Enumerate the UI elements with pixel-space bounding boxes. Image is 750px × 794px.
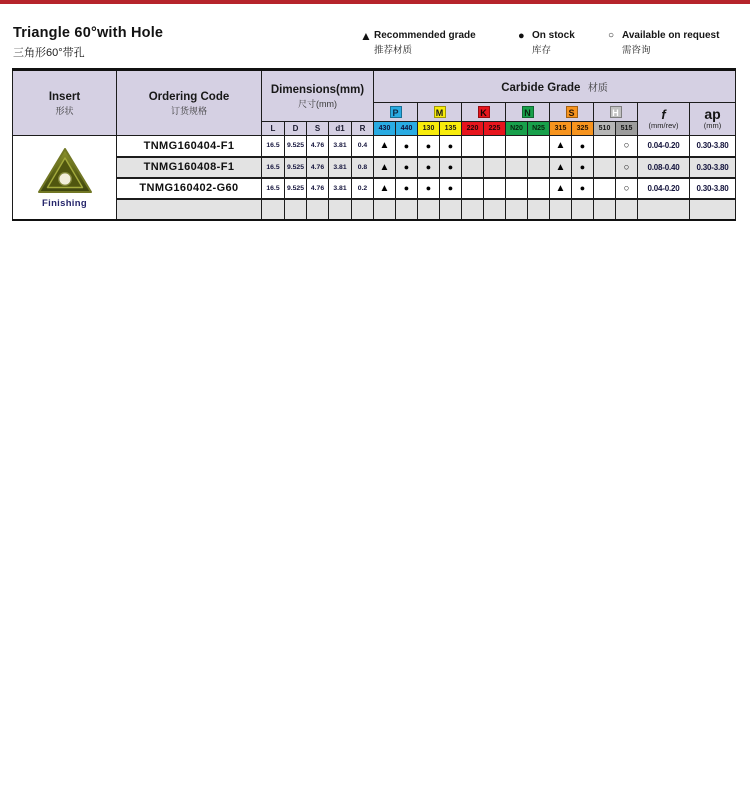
product-table-wrap (12, 68, 736, 221)
grade-mark-cell (528, 199, 550, 220)
feed-value-cell: 0.04-0.20 (638, 178, 690, 199)
table-row (13, 199, 736, 220)
col-header-dimensions (262, 70, 374, 122)
dimension-cell-L (262, 199, 285, 220)
grade-mark-cell (484, 136, 506, 157)
grade-col-header-135: 135 (440, 122, 462, 136)
dimension-cell-R: 0.8 (352, 157, 374, 178)
grade-mark-cell (484, 157, 506, 178)
insert-finishing-label: Finishing (42, 197, 87, 209)
page-subtitle: 三角形60°带孔 (13, 47, 85, 59)
grade-letter-box-M: M (434, 106, 446, 118)
grade-col-header-430: 430 (374, 122, 396, 136)
ordering-code-cell (117, 199, 262, 220)
grade-mark-cell: ● (396, 157, 418, 178)
legend-recommended (360, 30, 476, 56)
grade-mark-cell (528, 157, 550, 178)
feed-value-cell: 0.04-0.20 (638, 136, 690, 157)
col-header-ordering-code (117, 70, 262, 136)
legend-on-stock (518, 30, 575, 56)
grade-mark-cell: ● (572, 136, 594, 157)
grade-mark-cell (374, 199, 396, 220)
ordering-header-en: Ordering Code (148, 90, 230, 103)
grade-mark-cell (462, 178, 484, 199)
grade-mark-cell (616, 199, 638, 220)
insert-image-wrap (13, 146, 116, 209)
top-accent-bar (0, 0, 750, 4)
grade-mark-cell: ● (572, 178, 594, 199)
grade-letter-box-H: H (610, 106, 622, 118)
grade-letter-box-K: K (478, 106, 490, 118)
legend-recommended-label-zh: 推荐材质 (374, 45, 413, 56)
recommended-triangle-icon: ▲ (360, 29, 372, 43)
grade-letter-cell-S (550, 103, 594, 122)
dimension-cell-R (352, 199, 374, 220)
col-header-depth (690, 103, 736, 136)
grade-mark-cell: ● (418, 157, 440, 178)
dimension-cell-D: 9.525 (285, 136, 307, 157)
page-title: Triangle 60°with Hole (13, 25, 164, 41)
ordering-code-cell: TNMG160402-G60 (117, 178, 262, 199)
grade-letter-box-P: P (390, 106, 402, 118)
ordering-code-cell: TNMG160404-F1 (117, 136, 262, 157)
carbide-header-en: Carbide Grade (501, 81, 581, 94)
grade-mark-cell (506, 178, 528, 199)
grade-mark-cell: ▲ (550, 178, 572, 199)
carbide-header-zh: 材质 (587, 82, 608, 94)
feed-value-cell: 0.08-0.40 (638, 157, 690, 178)
depth-value-cell: 0.30-3.80 (690, 178, 736, 199)
on-stock-dot-icon: ● (518, 30, 525, 42)
grade-mark-cell (594, 157, 616, 178)
grade-mark-cell (506, 157, 528, 178)
grade-mark-cell: ○ (616, 136, 638, 157)
grade-mark-cell: ▲ (374, 178, 396, 199)
grade-mark-cell (528, 136, 550, 157)
table-row (13, 178, 736, 199)
dimension-cell-S: 4.76 (307, 178, 329, 199)
grade-col-header-325: 325 (572, 122, 594, 136)
grade-col-header-315: 315 (550, 122, 572, 136)
dimension-cell-L: 16.5 (262, 136, 285, 157)
grade-mark-cell (396, 199, 418, 220)
header-row-main (13, 70, 736, 103)
dimension-cell-R: 0.2 (352, 178, 374, 199)
grade-col-header-515: 515 (616, 122, 638, 136)
depth-value-cell (690, 199, 736, 220)
dimension-cell-D: 9.525 (285, 178, 307, 199)
grade-mark-cell (550, 199, 572, 220)
grade-mark-cell: ▲ (374, 157, 396, 178)
grade-mark-cell: ● (396, 178, 418, 199)
feed-value-cell (638, 199, 690, 220)
dimension-cell-D (285, 199, 307, 220)
grade-mark-cell: ○ (616, 178, 638, 199)
dim-col-header-S: S (307, 122, 329, 136)
grade-mark-cell (594, 178, 616, 199)
grade-letter-cell-M (418, 103, 462, 122)
dimension-cell-D: 9.525 (285, 157, 307, 178)
col-header-insert (13, 70, 117, 136)
grade-mark-cell: ● (440, 136, 462, 157)
legend-on-request-label-zh: 需咨询 (622, 45, 651, 56)
col-header-feed (638, 103, 690, 136)
dimension-cell-R: 0.4 (352, 136, 374, 157)
depth-value-cell: 0.30-3.80 (690, 136, 736, 157)
dimensions-header-en: Dimensions(mm) (270, 83, 365, 96)
grade-col-header-N25: N25 (528, 122, 550, 136)
grade-col-header-440: 440 (396, 122, 418, 136)
grade-col-header-130: 130 (418, 122, 440, 136)
triangle-insert-image (36, 146, 94, 196)
grade-mark-cell (462, 199, 484, 220)
dim-col-header-D: D (285, 122, 307, 136)
grade-mark-cell (484, 178, 506, 199)
table-row (13, 136, 736, 157)
grade-col-header-220: 220 (462, 122, 484, 136)
title-block (13, 25, 163, 60)
legend-recommended-label: Recommended grade (374, 30, 476, 41)
dimension-cell-S: 4.76 (307, 136, 329, 157)
grade-col-header-N20: N20 (506, 122, 528, 136)
grade-mark-cell: ● (440, 157, 462, 178)
grade-letter-cell-K (462, 103, 506, 122)
legend-on-stock-label: On stock (532, 30, 575, 41)
depth-unit: (mm) (703, 121, 722, 130)
dim-col-header-L: L (262, 122, 285, 136)
dimension-cell-d1 (329, 199, 352, 220)
grade-mark-cell: ▲ (550, 157, 572, 178)
dim-col-header-d1: d1 (329, 122, 352, 136)
grade-mark-cell (506, 199, 528, 220)
grade-letter-cell-H (594, 103, 638, 122)
dimension-cell-S (307, 199, 329, 220)
grade-letter-box-N: N (522, 106, 534, 118)
grade-mark-cell (440, 199, 462, 220)
legend-on-request-label: Available on request (622, 30, 720, 41)
dimension-cell-S: 4.76 (307, 157, 329, 178)
grade-mark-cell: ● (572, 157, 594, 178)
grade-mark-cell (572, 199, 594, 220)
grade-letter-cell-N (506, 103, 550, 122)
legend-on-stock-label-zh: 库存 (532, 45, 552, 56)
table-row (13, 157, 736, 178)
grade-mark-cell: ○ (616, 157, 638, 178)
insert-image-cell (13, 136, 117, 220)
insert-header-en: Insert (48, 90, 81, 103)
grade-mark-cell (528, 178, 550, 199)
grade-col-header-225: 225 (484, 122, 506, 136)
dimension-cell-d1: 3.81 (329, 178, 352, 199)
grade-mark-cell: ● (418, 178, 440, 199)
dimensions-header-zh: 尺寸(mm) (298, 98, 337, 109)
grade-mark-cell (418, 199, 440, 220)
grade-mark-cell: ● (418, 136, 440, 157)
depth-label: ap (704, 106, 721, 122)
dimension-cell-L: 16.5 (262, 157, 285, 178)
insert-spec-table (12, 68, 736, 221)
grade-letter-cell-P (374, 103, 418, 122)
grade-mark-cell (484, 199, 506, 220)
depth-value-cell: 0.30-3.80 (690, 157, 736, 178)
grade-mark-cell (462, 136, 484, 157)
grade-mark-cell: ▲ (550, 136, 572, 157)
dimension-cell-d1: 3.81 (329, 136, 352, 157)
grade-mark-cell (462, 157, 484, 178)
on-request-circle-icon: ○ (608, 30, 615, 41)
dimension-cell-d1: 3.81 (329, 157, 352, 178)
dim-col-header-R: R (352, 122, 374, 136)
grade-col-header-510: 510 (594, 122, 616, 136)
ordering-code-cell: TNMG160408-F1 (117, 157, 262, 178)
feed-unit: (mm/rev) (648, 121, 679, 130)
insert-header-zh: 形状 (55, 105, 74, 116)
table-body (13, 136, 736, 220)
col-header-carbide-grade (374, 70, 736, 103)
legend-available-on-request (608, 30, 719, 56)
grade-mark-cell: ● (396, 136, 418, 157)
dimension-cell-L: 16.5 (262, 178, 285, 199)
ordering-header-zh: 订货规格 (170, 105, 207, 116)
grade-mark-cell (594, 199, 616, 220)
grade-letter-box-S: S (566, 106, 578, 118)
grade-mark-cell: ● (440, 178, 462, 199)
grade-mark-cell (594, 136, 616, 157)
grade-mark-cell (506, 136, 528, 157)
grade-mark-cell: ▲ (374, 136, 396, 157)
feed-label: f (661, 107, 666, 122)
